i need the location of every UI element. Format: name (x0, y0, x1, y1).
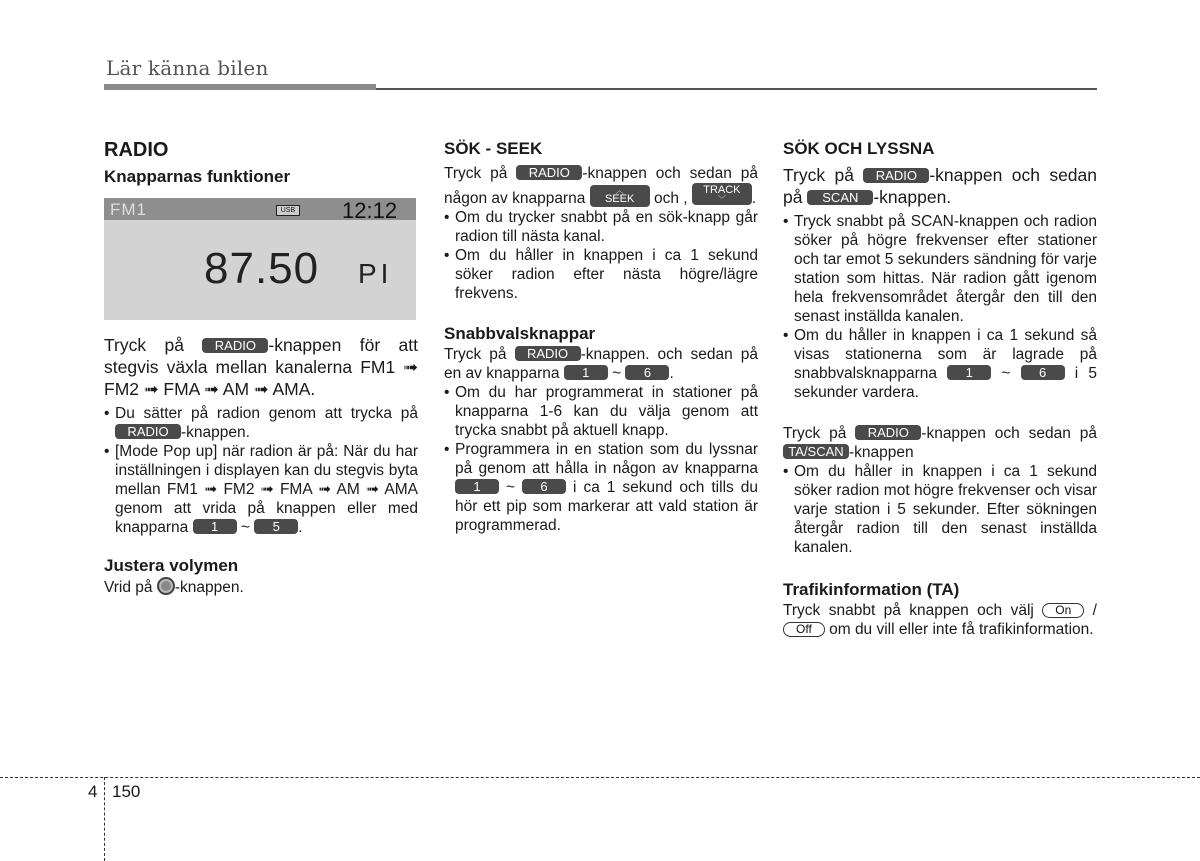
track-button-icon: TRACK ﹀ (692, 183, 752, 205)
chevron-up-icon: ︿ (615, 186, 624, 195)
volume-paragraph: Vrid på -knappen. (104, 579, 244, 596)
column-scan (783, 138, 1097, 639)
on-option-icon: On (1042, 603, 1084, 618)
display-band: FM1 (110, 200, 147, 219)
column-seek (444, 138, 758, 535)
preset-1-button-icon: 1 (947, 365, 991, 380)
subtitle-button-functions: Knapparnas funktioner (104, 167, 291, 186)
list-item: • Om du håller in knappen i ca 1 sekund söker radion efter nästa högre/lägre frekvens. (444, 246, 758, 303)
radio-button-icon: RADIO (202, 338, 268, 353)
seek-bullet-list (444, 208, 758, 303)
radio-button-icon: RADIO (855, 425, 921, 440)
page-number: 150 (112, 782, 141, 801)
scan-bullet-list (783, 212, 1097, 402)
usb-icon: USB (276, 205, 300, 216)
section-title-radio: RADIO (104, 139, 169, 161)
list-item: • Om du håller in knappen i ca 1 sekund söker radion mot högre frekvenser och visar varje station i 5 sekunder. Efter sökningen återgår radion till den senast inställda kanalen. (783, 462, 1097, 557)
display-clock: 12:12 (342, 198, 398, 223)
list-item: • Du sätter på radion genom att trycka på RADIO -knappen. (104, 404, 418, 442)
section-title-traffic-info: Trafikinformation (TA) (783, 580, 960, 599)
section-title-volume: Justera volymen (104, 556, 239, 575)
ta-scan-bullet-list (783, 462, 1097, 557)
list-item: • Om du har programmerat in stationer på knapparna 1-6 kan du välja genom att trycka snabbt på aktuell knapp. (444, 383, 758, 440)
seek-paragraph: Tryck på RADIO -knappen och sedan på någon av knapparna ︿ SEEK och , TRACK ﹀ . (444, 165, 758, 207)
list-item: • Programmera in en station som du lyssnar på genom att hålla in någon av knapparna 1 ~ 6 i ca 1 sekund och tills du hör ett pip som markerar att vald station är programmerad. (444, 440, 758, 535)
list-item: • Tryck snabbt på SCAN-knappen och radion söker på högre frekvenser efter stationer och tar emot 5 sekunders sändning för varje station som hittas. När radion gått igenom hela frekvensområdet återgår den till den senast inställda kanalen. (783, 212, 1097, 326)
header-rule-thin (376, 88, 1097, 90)
seek-button-icon: ︿ SEEK (590, 185, 650, 207)
ta-scan-button-icon: TA/SCAN (783, 444, 849, 459)
ta-scan-paragraph: Tryck på RADIO -knappen och sedan på TA/SCAN -knappen (783, 425, 1097, 461)
footer-vertical-divider (104, 777, 105, 861)
page-header-title: Lär känna bilen (106, 56, 269, 80)
section-title-scan: SÖK OCH LYSSNA (783, 139, 935, 158)
list-item: • [Mode Pop up] när radion är på: När du har inställningen i displayen kan du stegvis byta mellan FM1 ➟ FM2 ➟ FMA ➟ AM ➟ AMA genom att vrida på knappen eller med knapparna 1 ~ 5 . (104, 442, 418, 537)
radio-button-icon: RADIO (115, 424, 181, 439)
radio-button-icon: RADIO (516, 165, 582, 180)
list-item: • Om du håller in knappen i ca 1 sekund så visas stationerna som är lagrade på snabbvalsknapparna 1 ~ 6 i 5 sekunder vardera. (783, 326, 1097, 402)
preset-5-button-icon: 5 (254, 519, 298, 534)
column-radio (104, 138, 418, 597)
section-title-seek: SÖK - SEEK (444, 139, 543, 158)
preset-1-button-icon: 1 (564, 365, 608, 380)
preset-1-button-icon: 1 (193, 519, 237, 534)
scan-button-icon: SCAN (807, 190, 873, 205)
footer-divider (0, 777, 1200, 778)
section-title-presets: Snabbvalsknappar (444, 324, 596, 343)
display-pi: PI (358, 258, 393, 289)
radio-display-image (104, 198, 416, 320)
radio-intro-paragraph: Tryck på RADIO -knappen för att stegvis växla mellan kanalerna FM1 ➟ FM2 ➟ FMA ➟ AM ➟ AMA. (104, 335, 419, 399)
radio-bullet-list (104, 404, 418, 537)
header-rule-thick (104, 84, 376, 90)
scan-paragraph: Tryck på RADIO -knappen och sedan på SCAN -knappen. (783, 165, 1097, 207)
presets-bullet-list (444, 383, 758, 535)
chevron-down-icon: ﹀ (717, 195, 726, 204)
preset-6-button-icon: 6 (625, 365, 669, 380)
radio-button-icon: RADIO (863, 168, 929, 183)
preset-6-button-icon: 6 (1021, 365, 1065, 380)
traffic-info-paragraph: Tryck snabbt på knappen och välj On /Off om du vill eller inte få trafikinformation. (783, 602, 1097, 638)
off-option-icon: Off (783, 622, 825, 637)
preset-1-button-icon: 1 (455, 479, 499, 494)
chapter-number: 4 (88, 782, 98, 801)
display-frequency: 87.50 (204, 244, 320, 293)
list-item: • Om du trycker snabbt på en sök-knapp går radion till nästa kanal. (444, 208, 758, 246)
volume-knob-icon (157, 577, 175, 595)
preset-6-button-icon: 6 (522, 479, 566, 494)
radio-button-icon: RADIO (515, 346, 581, 361)
presets-paragraph: Tryck på RADIO -knappen. och sedan på en av knapparna 1 ~ 6 . (444, 346, 758, 382)
